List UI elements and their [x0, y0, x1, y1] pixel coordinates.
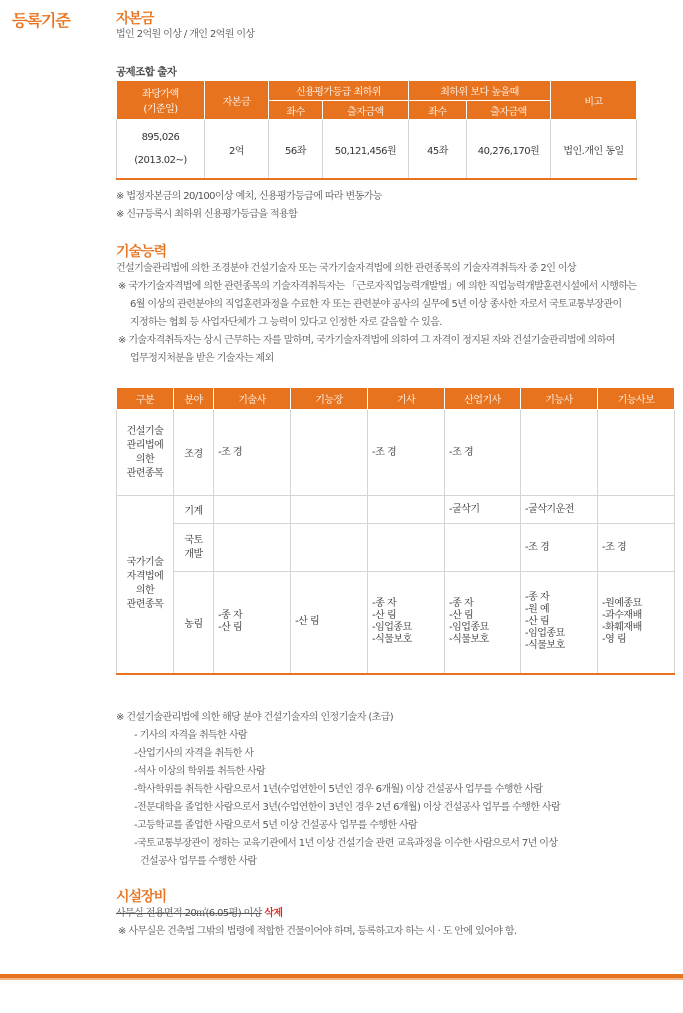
col-min-header: 신용평가등급 최하위	[269, 81, 409, 101]
group-national-qualification: 국가기술 자격법에 의한 관련종목	[117, 496, 174, 674]
cell-min-seats: 56좌	[269, 120, 323, 180]
recog-item: -고등학교를 졸업한 사람으로서 5년 이상 건설공사 업무를 수행한 사람	[134, 820, 418, 831]
capital-title: 자본금	[116, 11, 154, 27]
grid-cell	[214, 524, 291, 572]
col-seats2-header: 좌수	[409, 101, 467, 120]
table-row	[117, 524, 675, 572]
recog-item: - 기사의 자격을 취득한 사람	[134, 730, 247, 741]
grid-cell: -종 자 -산 림	[214, 572, 291, 674]
recog-item: -전문대학을 졸업한 사람으로서 3년(수업연한이 3년인 경우 2년 6개월) 이상 건설공사 업무를 수행한 사람	[134, 802, 561, 813]
tech-desc: 건설기술관리법에 의한 조경분야 건설기술자 또는 국가기술자격법에 의한 관련종목의 기술자격취득자 중 2인 이상	[116, 263, 576, 274]
tech-note-2: 6월 이상의 관련분야의 직업훈련과정을 수료한 자 또는 관련분야 공사의 실무에 5년 이상 종사한 자로서 국토교통부장관이	[130, 299, 622, 310]
col-seats-header: 좌수	[269, 101, 323, 120]
capital-desc: 법인 2억원 이상 / 개인 2억원 이상	[116, 29, 255, 40]
capital-table	[116, 80, 637, 180]
tech-note-1: ※ 국가기술자격법에 의한 관련종목의 기술자격취득자는 「근로자직업능력개발법」에 의한 직업능력개발훈련시설에서 시행하는	[118, 281, 637, 292]
tech-note-5: 업무정지처분을 받은 기술자는 제외	[130, 353, 274, 364]
field-cell: 농림	[174, 572, 214, 674]
tech-title: 기술능력	[116, 244, 167, 260]
recog-item: -산업기사의 자격을 취득한 사	[134, 748, 254, 759]
grid-cell	[598, 410, 675, 496]
cell-above-seats: 45좌	[409, 120, 467, 180]
grid-cell	[291, 524, 368, 572]
header-engineer: 기술사	[214, 388, 291, 410]
grid-cell: -조 경	[445, 410, 521, 496]
recog-item: -국토교통부장관이 정하는 교육기관에서 1년 이상 건설기술 관련 교육과정을 이수한 사람으로서 7년 이상	[134, 838, 558, 849]
grid-cell: -산 림	[291, 572, 368, 674]
col-above-header: 최하위 보다 높을때	[409, 81, 551, 101]
recog-item: -석사 이상의 학위를 취득한 사람	[134, 766, 266, 777]
col-invest-header: 출자금액	[323, 101, 409, 120]
cell-min-invest: 50,121,456원	[323, 120, 409, 180]
tech-table	[116, 387, 675, 675]
tech-note-4: ※ 기술자격취득자는 상시 근무하는 자를 말하며, 국가기술자격법에 의하여 그 자격이 정지된 자와 건설기술관리법에 의하여	[118, 335, 615, 346]
recog-item: 건설공사 업무를 수행한 사람	[140, 856, 257, 867]
facility-title: 시설장비	[116, 889, 167, 905]
grid-cell: -종 자 -산 림 -임업종묘 -식물보호	[445, 572, 521, 674]
capital-note-1: ※ 법정자본금의 20/100이상 예치, 신용평가등급에 따라 변동가능	[116, 191, 382, 202]
header-industrial-technician: 산업기사	[445, 388, 521, 410]
table-row	[117, 410, 675, 496]
header-craftsman: 기능사	[521, 388, 598, 410]
recog-item: -학사학위를 취득한 사람으로서 1년(수업연한이 5년인 경우 6개월) 이상 건설공사 업무를 수행한 사람	[134, 784, 543, 795]
col-invest2-header: 출자금액	[467, 101, 551, 120]
grid-cell	[214, 496, 291, 524]
facility-note: ※ 사무실은 건축법 그밖의 법령에 적합한 건물이어야 하며, 등록하고자 하는 시 · 도 안에 있어야 함.	[118, 926, 517, 937]
table-row	[117, 572, 675, 674]
tech-note-3: 지정하는 협회 등 사업자단체가 그 능력이 있다고 인정한 자로 갈음할 수 있음.	[130, 317, 442, 328]
grid-cell: -굴삭기	[445, 496, 521, 524]
cell-above-invest: 40,276,170원	[467, 120, 551, 180]
header-field: 분야	[174, 388, 214, 410]
header-assistant-craftsman: 기능사보	[598, 388, 675, 410]
side-title: 등록기준	[12, 11, 70, 30]
facility-desc: 사무실 전용면적 20㎡(6.05평) 이상	[116, 908, 262, 919]
field-cell: 국토 개발	[174, 524, 214, 572]
table-row	[117, 120, 637, 180]
grid-cell: -조 경	[368, 410, 445, 496]
capital-subtitle: 공제조합 출자	[116, 66, 177, 78]
grid-cell	[521, 410, 598, 496]
cell-note: 법인.개인 동일	[551, 120, 637, 180]
grid-cell	[368, 496, 445, 524]
col-note-header: 비고	[551, 81, 637, 120]
footer-divider-shadow	[0, 978, 683, 980]
cell-capital: 2억	[205, 120, 269, 180]
capital-note-2: ※ 신규등록시 최하위 신용평가등급을 적용함	[116, 209, 298, 220]
deleted-label: 삭제	[264, 908, 283, 919]
grid-cell	[445, 524, 521, 572]
grid-cell: -종 자 -원 예 -산 림 -임업종묘 -식물보호	[521, 572, 598, 674]
table-row	[117, 496, 675, 524]
grid-cell	[368, 524, 445, 572]
grid-cell: -종 자 -산 림 -임업종묘 -식물보호	[368, 572, 445, 674]
col-amount-header: 좌당가액 (기준일)	[117, 81, 205, 120]
field-cell: 기계	[174, 496, 214, 524]
recog-title: ※ 건설기술관리법에 의한 해당 분야 건설기술자의 인정기술자 (초급)	[116, 712, 394, 723]
grid-cell	[598, 496, 675, 524]
grid-cell: -조 경	[214, 410, 291, 496]
field-cell: 조경	[174, 410, 214, 496]
header-master: 기능장	[291, 388, 368, 410]
grid-cell: -조 경	[521, 524, 598, 572]
facility-desc-line	[116, 905, 282, 923]
grid-cell: -조 경	[598, 524, 675, 572]
col-capital-header: 자본금	[205, 81, 269, 120]
group-construction-law: 건설기술 관리법에 의한 관련종목	[117, 410, 174, 496]
grid-cell	[291, 496, 368, 524]
grid-cell	[291, 410, 368, 496]
grid-cell: -굴삭기운전	[521, 496, 598, 524]
cell-amount: 895,026 (2013.02~)	[117, 120, 205, 180]
header-technician: 기사	[368, 388, 445, 410]
header-category: 구분	[117, 388, 174, 410]
grid-cell: -원예종묘 -과수재배 -화훼재배 -영 림	[598, 572, 675, 674]
